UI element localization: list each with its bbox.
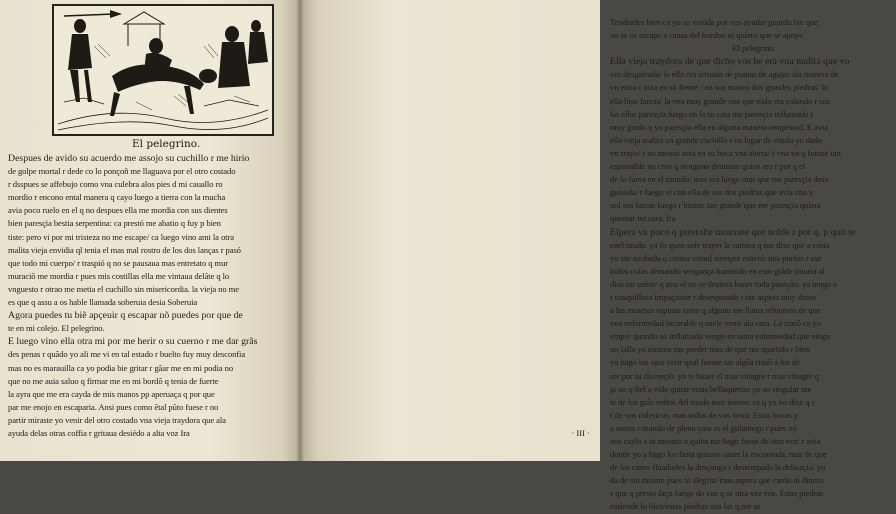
- text-line: donde yo a hago los fasta quieres sauer la encornada, mas de que: [610, 449, 827, 460]
- text-line: te de los grãs veftos del mudo mor menor. ca q yo no dixe q c: [610, 396, 816, 407]
- text-line: muraciõ me mordia r pues mis costillas ella me vintaua delãte q lo: [8, 270, 230, 281]
- text-line: quemar mi cara. Ira: [610, 213, 676, 224]
- text-line: ser por tu discreçiõ. yo te hazer el mas vinagre r mas vinagre q: [610, 370, 819, 381]
- text-line: Agora puedes tu biẽ apçeuir q escapar nõ puedes por que de: [8, 310, 243, 322]
- text-line: Despues de avido su acuerdo me assojo su cuchillo r me hirio: [8, 153, 250, 164]
- text-line: des penas r quãdo yo ali me vi en tal estado r buelto fuy muy desconfia: [8, 349, 246, 360]
- text-line: tiste: pero vi por mi tristeza no me escape/ ca luego vino ami la otra: [8, 231, 234, 242]
- text-line: mas no es marauilla ca yo podia bie gritar r gãar me en mi podia no: [8, 362, 234, 373]
- text-line: da de sin mismo pues ni alegria/ mas aspera que cardo ni dinero: [610, 475, 824, 486]
- text-line: que no me auia saluo q firmar me en mi bordõ q tenia de fuerte: [8, 375, 219, 386]
- text-line: a las mesmas espinas tanto q alguno me llama rebiniseo de que: [610, 305, 821, 316]
- text-line: bien paresçia bestia serpentina: ca prestó me abatio q fuy p bien: [8, 218, 221, 229]
- text-line: vnguesto r otrao me metia el cuchillo sin misericordia. la vieja no me: [8, 283, 239, 294]
- left-page-text: [8, 152, 293, 440]
- text-line: yo hago los ojos vivir qual fuesse sin algũa rrasõ a los de: [610, 357, 800, 368]
- text-line: ja uo q fiel a vida quitar estas bellaquerias yo so singular me: [610, 383, 812, 394]
- right-page-text: [610, 16, 896, 514]
- text-line: ella hiso farcas/ la vna muy grande con que todo era colando r sus: [610, 95, 830, 106]
- text-line: ella vieja malita vn grande cuchillo r en lugar de estufa yo dado: [610, 134, 823, 145]
- text-line: de los canes ffaadioles la desçonga r destempada la delicaçia/ yo: [610, 462, 826, 473]
- text-line: Ella vieja traydora de que dicho vos he era vna malita que vo: [610, 56, 850, 68]
- book-gutter: [296, 0, 304, 461]
- text-line: de lo fuera en el mundo/ mas era luego mas que me paresçia desa: [610, 174, 829, 185]
- text-line: dios mi señor/ q assi el no se deuiera hauer toda punição. yo tengo a: [610, 278, 837, 289]
- text-line: yo sse aoobada q contra virtud siempre estieno mis puntas r sse: [610, 252, 822, 263]
- text-line: ayuda delas otras coffia r gritaua desiédo a alta voz Ira: [8, 427, 190, 438]
- text-line: r cosquillosa impaçiente r desesperada r tan aspera muy dizen: [610, 291, 817, 302]
- text-line: guisada/ r luego vi con ella de sus dos piedras que avia una y: [610, 187, 814, 198]
- text-line: malita vieja envidia ql tenia el mas mal rostro de los dos lanças r pasó: [8, 244, 241, 255]
- text-line: partir miraste yo venir del otro costado vna vieja traydora que ala: [8, 414, 226, 425]
- text-line: entiende lo bien/estas piedras son las q me as: [610, 501, 761, 512]
- text-line: ves desgarrada/ la ella era armada de puntas de agujas ala manera de: [610, 69, 839, 80]
- text-line: Tendredes bien ca yo so venida por vos ayudar guardo bie que: [610, 17, 818, 27]
- text-line: E luego vino ella otra mi por me herir o su cuerno r me dar grãs: [8, 336, 258, 348]
- text-line: empre quando so inflamada vengo en tanta enfermedad que ningu: [610, 331, 831, 342]
- text-line: nos cayla a tu mesmo a quien me hago fuese de otra vez/ r avia: [610, 436, 821, 446]
- right-page: [300, 0, 856, 512]
- text-line: vn rrayo/ r no menos avia en su boca vna sierra/ r vna vo q fuesse tan: [610, 147, 841, 158]
- text-line: a sueno r mando de plena yara es el gulaniego r pues mi: [610, 422, 797, 433]
- text-line: espantable no creo q nenguno deuiesse quien era r por q el: [610, 161, 805, 172]
- text-line: que todo mi cuerpo/ r traspió q no se pausaua mas entretato q mur: [8, 257, 228, 268]
- text-line: no se os escape a causa del bordon ni quiero que se apoye: [610, 30, 803, 41]
- text-line: s que q presto faço fuego do vos q se otra vez vos. Estas piedras: [610, 488, 824, 499]
- text-line: no falla yo mesma me perder mas de que me apartido r bien: [610, 344, 810, 355]
- left-page: [0, 0, 300, 461]
- text-line: mordio r encono ental manera q cayo luego a tierra con la mucha: [8, 192, 226, 203]
- text-line: enel mudo. yo fo quen sole trayer la camisa q me dixe que a costa: [610, 239, 830, 250]
- text-line: todos cofas demando vengança haziendo en esto grãde iniuria al: [610, 265, 825, 276]
- text-line: avia poco ruelo en el q no despues ella me mordia con sus dientes: [8, 205, 228, 216]
- text-line: nol sus farcas fuego r humo: tan grande que me paresçia quiera: [610, 200, 821, 211]
- woodcut-caption: El pelegrino.: [132, 138, 201, 150]
- text-line: la ayra que me era cayda de mis manos pp aperuaça q por que: [8, 388, 215, 399]
- text-line: muy grado q ya paresçia ella en alguna manera tempestad. E avia: [610, 121, 828, 132]
- text-line: te en mi colejo. El pelegrino.: [8, 323, 105, 334]
- text-line: r de vos colericos. mas todos de vos venir. Estas bocas y: [610, 409, 798, 420]
- text-line: par me enojo en escaparia. Ansi pues como ẽtal pũto fuese r no: [8, 401, 219, 412]
- text-line: r dsspues se affebujo como vna culebra alos pies d mi cauallo ro: [8, 179, 223, 190]
- text-line: Elpera vn poco q prestolte mostrate que noble r por q. p quit te: [610, 226, 856, 238]
- text-line: de golpe mortal r dede co lo ponçoñ me llaguava por el otro costado: [8, 166, 236, 177]
- woodcut-illustration: [52, 4, 274, 136]
- text-line: es que q assu a os hable llamada soberuia desia Soberuia: [8, 297, 198, 308]
- text-line: las ellas paresçia fuego en la su cara me paresçia inflamado r: [610, 108, 814, 119]
- text-line: El pelegrino: [732, 43, 774, 54]
- text-line: vna enfermedad incurable q suele venir ala cara. La rrasõ ca yo: [610, 318, 821, 329]
- page-marker: · III ·: [571, 428, 590, 438]
- text-line: vn eriso r avia en su frente / en sus manos dos grandes piedras/ lo: [610, 82, 829, 93]
